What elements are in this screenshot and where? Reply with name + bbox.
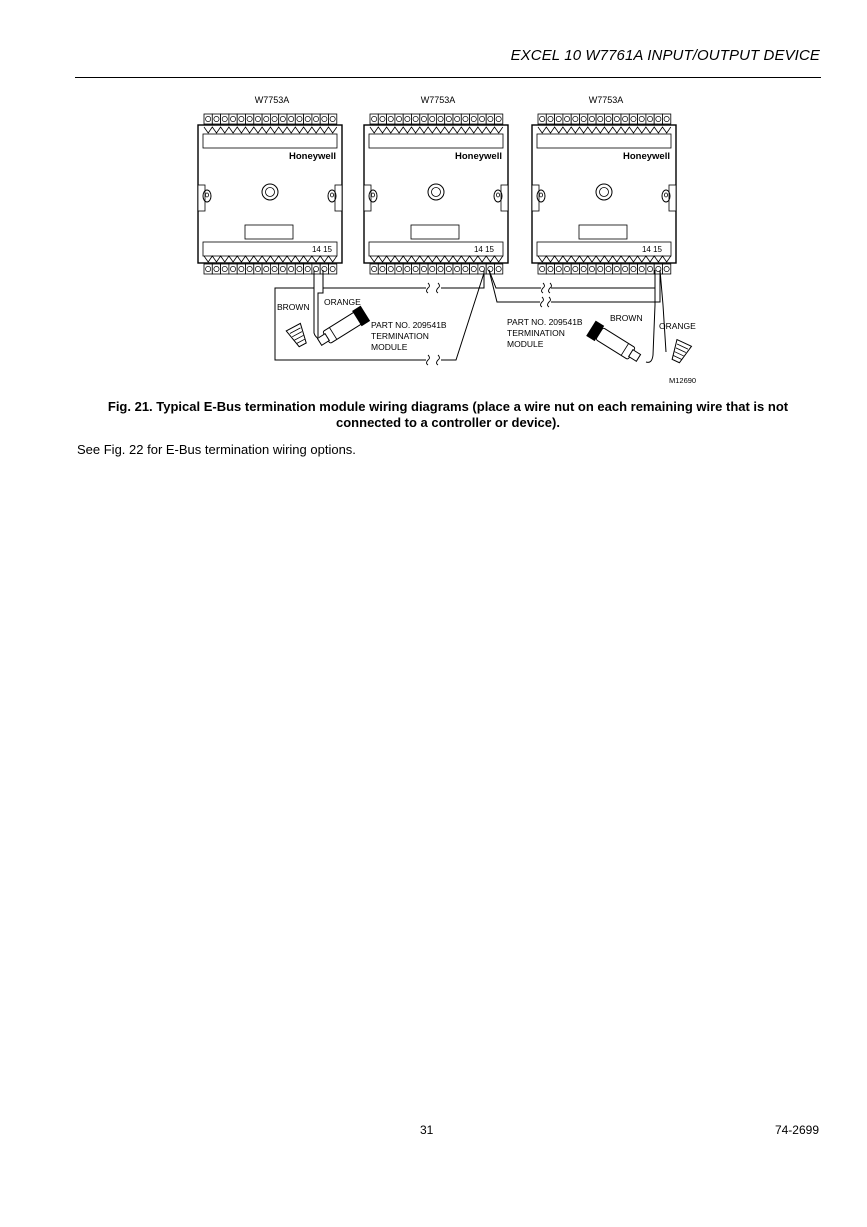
left-brown-label: BROWN — [277, 302, 310, 312]
body-paragraph: See Fig. 22 for E-Bus termination wiring options. — [77, 442, 356, 457]
right-module-label-line3: MODULE — [507, 339, 544, 349]
device-3-model: W7753A — [588, 95, 624, 105]
right-module-label-line2: TERMINATION — [507, 328, 565, 338]
device-3-wire-lower — [551, 270, 660, 302]
figure-id: M12690 — [669, 376, 697, 385]
left-module-label-line3: MODULE — [371, 342, 408, 352]
device-1-bottom-terminals — [204, 264, 337, 274]
device-1 — [198, 95, 342, 274]
document-number: 74-2699 — [774, 1123, 819, 1137]
page-number: 31 — [420, 1123, 434, 1137]
figure-caption: Fig. 21. Typical E-Bus termination module wiring diagrams (place a wire nut on each remaining wire that is not connected to a controller or device). — [107, 399, 789, 430]
device-3-brown-lead — [646, 270, 655, 362]
device-3-top-terminals — [538, 114, 671, 124]
device-2-wire-down — [441, 273, 484, 360]
device-2-top-terminals — [370, 114, 503, 124]
device-2-wire-right-lower — [489, 270, 540, 302]
left-module-label-line1: PART NO. 209541B — [371, 320, 447, 330]
device-1-brand: Honeywell — [289, 151, 336, 162]
wiring-diagram — [0, 0, 867, 400]
left-module-label-line2: TERMINATION — [371, 331, 429, 341]
left-orange-label: ORANGE — [324, 297, 361, 307]
device-3 — [532, 95, 676, 274]
right-wire-nut-icon — [669, 340, 692, 365]
device-2-brand: Honeywell — [455, 151, 502, 162]
device-3-terminal-label: 14 15 — [641, 245, 663, 254]
device-1-orange-wire — [318, 270, 323, 337]
right-module-label-line1: PART NO. 209541B — [507, 317, 583, 327]
device-2 — [364, 95, 508, 274]
right-orange-label: ORANGE — [659, 321, 696, 331]
left-wire-nut-icon — [286, 323, 310, 348]
device-2-bottom-terminals — [370, 264, 503, 274]
right-brown-label: BROWN — [610, 313, 643, 323]
wires — [275, 270, 666, 362]
device-3-brand: Honeywell — [623, 151, 670, 162]
device-2-terminal-label: 14 15 — [473, 245, 495, 254]
running-header-title: EXCEL 10 W7761A INPUT/OUTPUT DEVICE — [510, 47, 820, 64]
device-3-bottom-terminals — [538, 264, 671, 274]
left-termination-module-icon — [315, 306, 370, 350]
device-1-terminal-label: 14 15 — [311, 245, 333, 254]
device-2-model: W7753A — [420, 95, 456, 105]
device-1-top-terminals — [204, 114, 337, 124]
device-3-orange-lead — [660, 270, 666, 352]
right-termination-module-icon — [586, 321, 643, 366]
device-1-model: W7753A — [254, 95, 290, 105]
